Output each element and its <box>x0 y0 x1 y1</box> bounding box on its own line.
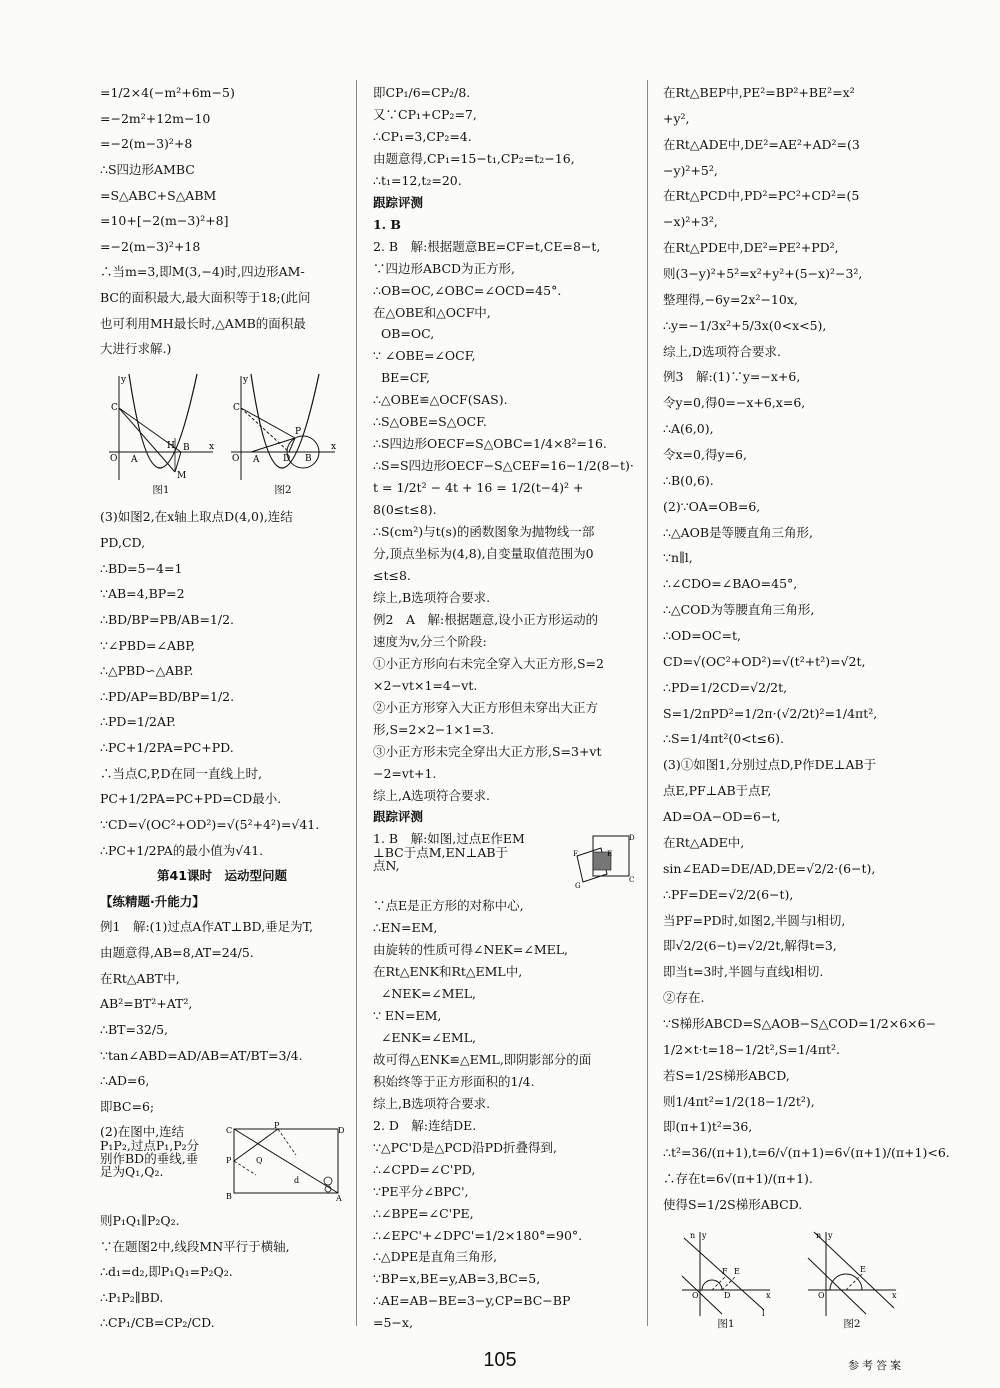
svg-text:y: y <box>828 1231 833 1241</box>
text-line: =−2(m−3)²+8 <box>100 136 193 152</box>
figure-caption: 图1 <box>152 484 170 497</box>
text-line: ∴S四边形OECF=S△OBC=1/4×8²=16. <box>373 436 607 452</box>
text-line: ∴△COD为等腰直角三角形, <box>663 602 815 618</box>
svg-text:M: M <box>177 471 187 482</box>
text-line: 即当t=3时,半圆与直线l相切. <box>663 964 824 980</box>
text-line: 则1/4πt²=1/2(18−1/2t²), <box>663 1093 815 1109</box>
text-line: ∵AB=4,BP=2 <box>100 586 185 602</box>
text-line: ∴S=1/4πt²(0<t≤6). <box>663 731 784 747</box>
text-line: ∴∠EPC'+∠DPC'=1/2×180°=90°. <box>373 1227 583 1243</box>
svg-text:A: A <box>253 455 260 466</box>
page-number: 105 <box>483 1349 517 1371</box>
text-line: 足为Q₁,Q₂. <box>100 1163 164 1179</box>
text-line: ⊥BC于点M,EN⊥AB于 <box>373 844 509 860</box>
svg-text:D: D <box>724 1291 731 1301</box>
text-line: ∴BD/BP=PB/AB=1/2. <box>100 611 235 627</box>
svg-text:G: G <box>575 882 581 891</box>
svg-text:A: A <box>131 455 138 466</box>
text-line: 在Rt△ADE中, <box>663 834 745 850</box>
svg-text:F: F <box>722 1267 728 1277</box>
rectangle-figure <box>226 1121 345 1204</box>
footer-label: 参考答案 <box>848 1359 904 1372</box>
text-line: ∵S梯形ABCD=S△AOB−S△COD=1/2×6×6− <box>663 1015 937 1031</box>
svg-text:n: n <box>690 1231 696 1241</box>
text-line: 在Rt△PDE中,DE²=PE²+PD², <box>663 240 839 256</box>
svg-text:H: H <box>167 441 175 452</box>
text-line: 大进行求解.) <box>100 341 172 357</box>
text-line: (3)①如图1,分别过点D,P作DE⊥AB于 <box>663 757 877 773</box>
text-line: ∴S=S四边形OECF−S△CEF=16−1/2(8−t)· <box>373 458 634 474</box>
text-line: P₁P₂,过点P₁,P₂分 <box>100 1137 200 1153</box>
text-line: 1. B 解:如图,过点E作EM <box>373 831 525 847</box>
figure-caption: 图2 <box>274 484 292 497</box>
text-line: PC+1/2PA=PC+PD=CD最小. <box>100 791 282 807</box>
svg-text:P: P <box>226 1156 232 1166</box>
text-line: ∴d₁=d₂,即P₁Q₁=P₂Q₂. <box>100 1264 233 1280</box>
text-line: 在Rt△PCD中,PD²=PC²+CD²=(5 <box>663 188 860 204</box>
text-line: 综上,B选项符合要求. <box>373 589 491 605</box>
text-line: −2=vt+1. <box>373 765 437 781</box>
svg-text:B: B <box>183 443 190 454</box>
text-line: ∴S四边形AMBC <box>100 161 195 177</box>
svg-text:l: l <box>762 1309 765 1319</box>
text-line: ∴y=−1/3x²+5/3x(0<x<5), <box>663 317 827 333</box>
square-figure <box>571 832 635 890</box>
text-line: ∠ENK=∠EML, <box>373 1029 476 1045</box>
text-line: ∴S(cm²)与t(s)的函数图象为抛物线一部 <box>373 524 595 540</box>
text-line: 整理得,−6y=2x²−10x, <box>663 291 798 307</box>
text-line: 由旋转的性质可得∠NEK=∠MEL, <box>373 942 569 958</box>
figure-caption: 图2 <box>843 1318 861 1331</box>
text-line: 点E,PF⊥AB于点F, <box>663 783 772 799</box>
text-line: ∴PC+1/2PA的最小值为√41. <box>100 842 264 858</box>
svg-text:P: P <box>295 427 302 438</box>
text-line: 在Rt△ABT中, <box>100 970 180 986</box>
text-line: 1. B <box>373 216 401 232</box>
text-line: 即√2/2(6−t)=√2/2t,解得t=3, <box>663 938 837 954</box>
text-line: 2. D 解:连结DE. <box>373 1117 477 1133</box>
text-line: −y)²+5², <box>663 162 718 178</box>
text-line: 当PF=PD时,如图2,半圆与l相切, <box>663 912 846 928</box>
text-line: 即BC=6; <box>100 1098 155 1114</box>
text-line: 例1 解:(1)过点A作AT⊥BD,垂足为T, <box>100 919 314 935</box>
svg-text:B: B <box>305 454 312 465</box>
text-line: ∵∠PBD=∠ABP, <box>100 637 196 653</box>
text-line: +y², <box>663 110 690 126</box>
text-line: 分,顶点坐标为(4,8),自变量取值范围为0 <box>373 546 594 562</box>
text-line: ∴∠CPD=∠C'PD, <box>373 1161 476 1177</box>
text-line: ∴OD=OC=t, <box>663 628 741 644</box>
svg-text:A: A <box>336 1194 342 1204</box>
svg-text:O: O <box>110 454 118 465</box>
section-heading: 跟踪评测 <box>373 194 424 210</box>
text-line: (2)在图中,连结 <box>100 1124 185 1140</box>
rectangle-figure-row <box>100 1121 345 1204</box>
semicircle-figure-1 <box>678 1228 774 1330</box>
svg-text:O: O <box>232 454 240 465</box>
text-line: 则(3−y)²+5²=x²+y²+(5−x)²−3², <box>663 266 863 282</box>
svg-text:D: D <box>338 1126 345 1136</box>
text-line: ∵CD=√(OC²+OD²)=√(5²+4²)=√41. <box>100 816 320 832</box>
text-line: ②小正方形穿入大正方形但未穿出大正方 <box>373 699 599 715</box>
text-line: 由题意得,AB=8,AT=24/5. <box>100 945 254 960</box>
parabola-figure-2 <box>227 372 339 496</box>
text-line: ∴△OBE≌△OCF(SAS). <box>373 392 508 408</box>
text-line: ∵tan∠ABD=AD/AB=AT/BT=3/4. <box>100 1047 303 1063</box>
text-line: ∴△PBD∽△ABP. <box>100 663 194 679</box>
text-line: 若S=1/2S梯形ABCD, <box>663 1067 790 1083</box>
text-line: ①小正方形向右未完全穿入大正方形,S=2 <box>373 655 604 671</box>
text-line: ∴A(6,0), <box>663 421 714 437</box>
text-line: ②存在. <box>663 990 705 1006</box>
text-line: 形,S=2×2−1×1=3. <box>373 721 495 737</box>
parabola-graph-2 <box>227 372 339 484</box>
text-line: 综上,D选项符合要求. <box>663 343 781 359</box>
text-line: (3)如图2,在x轴上取点D(4,0),连结 <box>100 509 293 525</box>
svg-text:x: x <box>331 442 337 453</box>
text-line: ∴EN=EM, <box>373 920 438 936</box>
text-line: ∵点E是正方形的对称中心, <box>373 898 524 914</box>
text-line: ∴当点C,P,D在同一直线上时, <box>100 765 262 781</box>
text-line: 别作BD的垂线,垂 <box>100 1150 199 1166</box>
text-line: ∴当m=3,即M(3,−4)时,四边形AM- <box>100 264 305 280</box>
svg-text:x: x <box>766 1291 771 1301</box>
text-line: ∴CP₁/CB=CP₂/CD. <box>100 1315 215 1331</box>
text-line: ∴PD=1/2CD=√2/2t, <box>663 679 788 695</box>
text-line: ∴PC+1/2PA=PC+PD. <box>100 740 234 755</box>
text-line: 在Rt△ADE中,DE²=AE²+AD²=(3 <box>663 136 860 152</box>
text-line: ∴PD=1/2AP. <box>100 714 176 730</box>
semicircle-figure-2 <box>804 1228 900 1330</box>
text-line: 例2 A 解:根据题意,设小正方形运动的 <box>373 611 599 627</box>
svg-text:x: x <box>892 1291 897 1301</box>
text-line: ∴△DPE是直角三角形, <box>373 1249 498 1265</box>
text-line: (2)∵OA=OB=6, <box>663 498 761 514</box>
text-line: 由题意得,CP₁=15−t₁,CP₂=t₂−16, <box>373 150 575 166</box>
left-column <box>100 86 344 1330</box>
middle-column <box>373 86 635 1330</box>
text-line: ∵n∥l, <box>663 550 693 566</box>
svg-text:Q: Q <box>256 1156 263 1166</box>
text-line: AB²=BT²+AT², <box>100 996 193 1012</box>
text-line: sin∠EAD=DE/AD,DE=√2/2·(6−t), <box>663 860 876 876</box>
text-line: ∴△AOB是等腰直角三角形, <box>663 524 814 540</box>
text-line: 8(0≤t≤8). <box>373 502 437 518</box>
svg-text:n: n <box>816 1231 822 1241</box>
square-text <box>373 832 525 890</box>
svg-text:C: C <box>233 403 240 414</box>
text-line: CD=√(OC²+OD²)=√(t²+t²)=√2t, <box>663 653 866 669</box>
text-line: ∴S△OBE=S△OCF. <box>373 414 487 430</box>
text-line: ∴t₁=12,t₂=20. <box>373 172 462 188</box>
text-line: 则P₁Q₁∥P₂Q₂. <box>100 1212 180 1228</box>
text-line: ∴OB=OC,∠OBC=∠OCD=45°. <box>373 282 562 298</box>
text-line: 速度为v,分三个阶段: <box>373 633 487 649</box>
svg-text:D: D <box>629 834 635 843</box>
text-line: BE=CF, <box>373 370 430 386</box>
text-line: ∴PD/AP=BD/BP=1/2. <box>100 688 235 704</box>
text-line: −x)²+3², <box>663 214 718 230</box>
text-line: =S△ABC+S△ABM <box>100 187 217 203</box>
text-line: 在△OBE和△OCF中, <box>373 304 491 320</box>
text-line: 例3 解:(1)∵y=−x+6, <box>663 369 801 385</box>
svg-text:P: P <box>274 1121 280 1131</box>
text-line: ×2−vt×1=4−vt. <box>373 677 478 693</box>
text-line: 故可得△ENK≌△EML,即阴影部分的面 <box>373 1051 592 1067</box>
text-line: ∴PF=DE=√2/2(6−t), <box>663 886 794 902</box>
text-line: ∵PE平分∠BPC', <box>373 1183 469 1199</box>
text-line: =5−x, <box>373 1315 413 1331</box>
text-line: 令y=0,得0=−x+6,x=6, <box>663 395 806 411</box>
svg-text:C: C <box>226 1126 233 1136</box>
svg-text:B: B <box>226 1192 232 1202</box>
text-line: 综上,A选项符合要求. <box>373 787 490 803</box>
text-line: ∴∠BPE=∠C'PE, <box>373 1205 474 1221</box>
text-line: ∠NEK=∠MEL, <box>373 986 476 1002</box>
text-line: 即CP₁/6=CP₂/8. <box>373 85 471 100</box>
text-line: 也可利用MH最长时,△AMB的面积最 <box>100 315 306 331</box>
text-line: AD=OA−OD=6−t, <box>663 809 781 825</box>
text-line: ∴BD=5−4=1 <box>100 560 183 576</box>
section-heading: 【练精题·升能力】 <box>100 893 205 909</box>
text-line: ∴AD=6, <box>100 1073 150 1089</box>
svg-text:O: O <box>818 1291 825 1301</box>
text-line: ∴AE=AB−BE=3−y,CP=BC−BP <box>373 1293 571 1309</box>
text-line: ③小正方形未完全穿出大正方形,S=3+vt <box>373 743 602 759</box>
text-line: 在Rt△ENK和Rt△EML中, <box>373 964 523 980</box>
text-line: ∴CP₁=3,CP₂=4. <box>373 128 472 144</box>
text-line: ∴P₁P₂∥BD. <box>100 1289 164 1305</box>
text-line: ∴存在t=6√(π+1)/(π+1). <box>663 1171 813 1187</box>
text-line: 1/2×t·t=18−1/2t²,S=1/4πt². <box>663 1041 840 1057</box>
text-line: =−2(m−3)²+18 <box>100 238 201 254</box>
text-line: 在Rt△BEP中,PE²=BP²+BE²=x² <box>663 85 855 100</box>
text-line: S=1/2πPD²=1/2π·(√2/2t)²=1/4πt², <box>663 705 878 721</box>
text-line: ∴BT=32/5, <box>100 1021 168 1037</box>
rectangle-text <box>100 1125 199 1201</box>
semicircle-graph-1 <box>678 1228 774 1318</box>
column-divider-right <box>647 80 648 1326</box>
text-line: ∵ EN=EM, <box>373 1008 442 1023</box>
lesson-title: 第41课时 运动型问题 <box>157 868 287 884</box>
text-line: OB=OC, <box>373 326 435 342</box>
svg-text:d: d <box>294 1176 300 1186</box>
semicircle-graph-2 <box>804 1228 900 1318</box>
column-divider-left <box>356 80 357 1326</box>
parabola-graph-1 <box>105 372 217 484</box>
svg-text:y: y <box>243 375 249 386</box>
text-line: 使得S=1/2S梯形ABCD. <box>663 1196 803 1212</box>
text-line: =1/2×4(−m²+6m−5) <box>100 85 235 100</box>
square-figure-row <box>373 832 635 890</box>
svg-text:C: C <box>629 876 635 885</box>
svg-text:O: O <box>692 1291 699 1301</box>
text-line: PD,CD, <box>100 535 146 550</box>
svg-text:y: y <box>121 375 127 386</box>
semicircle-figures <box>663 1224 915 1330</box>
svg-text:F: F <box>573 850 578 859</box>
svg-text:E: E <box>734 1267 740 1277</box>
svg-text:E: E <box>607 850 613 859</box>
parabola-figure-1 <box>105 372 217 496</box>
text-line: 积始终等于正方形面积的1/4. <box>373 1073 535 1089</box>
text-line: t = 1/2t² − 4t + 16 = 1/2(t−4)² + <box>373 480 584 496</box>
text-line: 综上,B选项符合要求. <box>373 1095 491 1111</box>
text-line: ∵在题图2中,线段MN平行于横轴, <box>100 1238 290 1254</box>
text-line: 2. B 解:根据题意BE=CF=t,CE=8−t, <box>373 238 601 254</box>
text-line: ∵△PC'D是△PCD沿PD折叠得到, <box>373 1139 558 1155</box>
text-line: =10+[−2(m−3)²+8] <box>100 213 229 229</box>
svg-text:E: E <box>860 1265 866 1275</box>
parabola-figures <box>100 370 344 496</box>
right-column <box>663 85 950 1331</box>
text-line: ∴∠CDO=∠BAO=45°, <box>663 576 798 592</box>
text-line: 令x=0,得y=6, <box>663 447 747 463</box>
svg-text:C: C <box>111 403 118 414</box>
figure-caption: 图1 <box>717 1318 735 1331</box>
text-line: BC的面积最大,最大面积等于18;(此问 <box>100 290 311 305</box>
text-line: =−2m²+12m−10 <box>100 110 211 126</box>
svg-text:D: D <box>283 454 291 465</box>
text-line: ∴B(0,6). <box>663 472 714 488</box>
text-line: ≤t≤8. <box>373 567 411 583</box>
text-line: ∴t²=36/(π+1),t=6/√(π+1)=6√(π+1)/(π+1)<6. <box>663 1145 950 1161</box>
text-line: 即(π+1)t²=36, <box>663 1119 753 1135</box>
svg-text:y: y <box>702 1231 707 1241</box>
text-line: ∵四边形ABCD为正方形, <box>373 260 516 276</box>
text-line: ∵BP=x,BE=y,AB=3,BC=5, <box>373 1271 541 1287</box>
text-line: ∵ ∠OBE=∠OCF, <box>373 348 476 364</box>
svg-text:x: x <box>209 442 215 453</box>
text-line: 点N, <box>373 857 400 873</box>
text-line: 又∵CP₁+CP₂=7, <box>373 106 477 122</box>
section-heading: 跟踪评测 <box>373 809 424 825</box>
